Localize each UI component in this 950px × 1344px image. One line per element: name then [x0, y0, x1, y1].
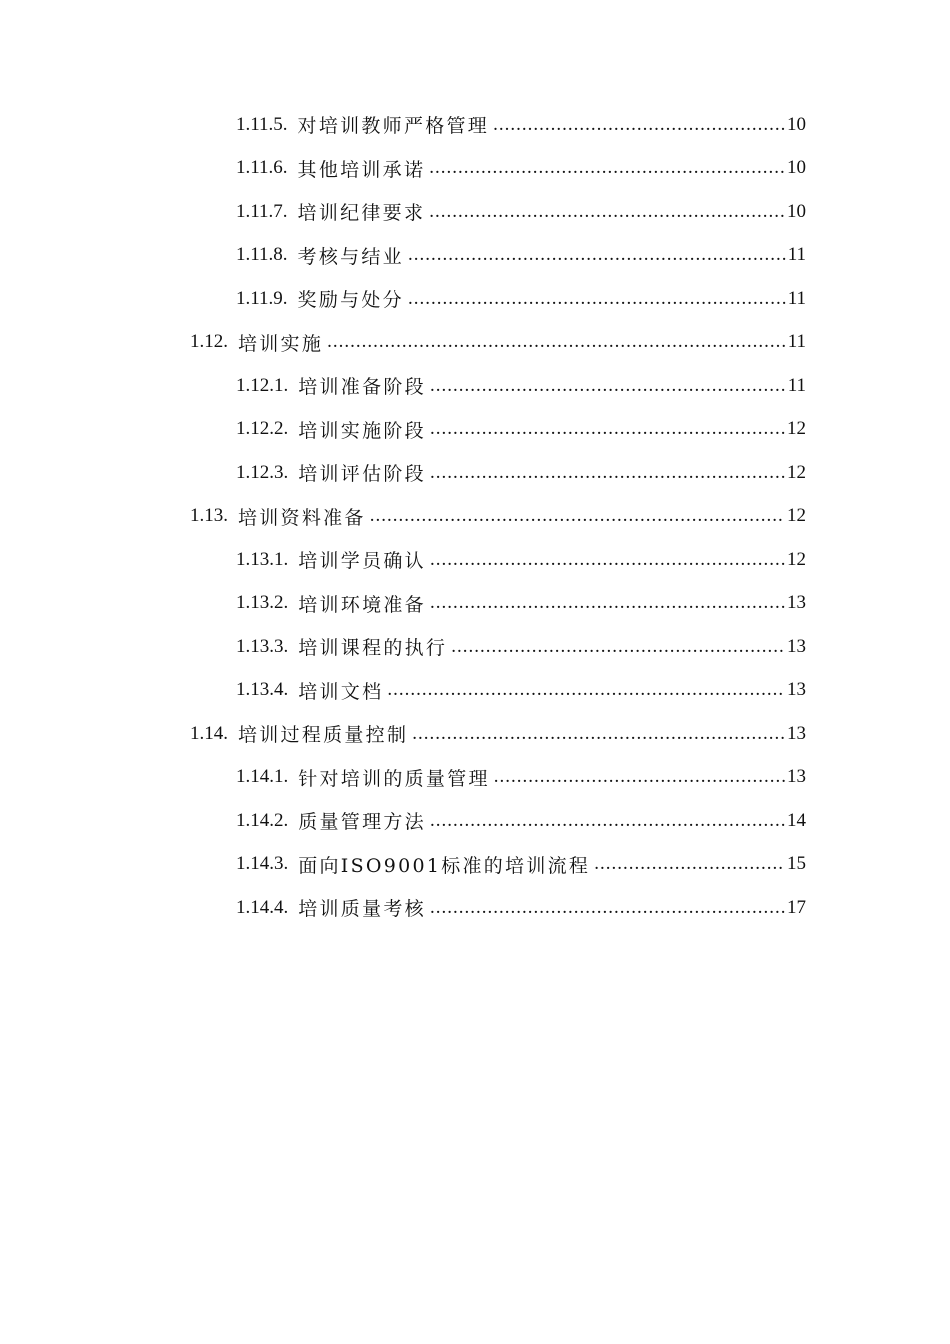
toc-entry-title: 培训实施	[238, 332, 324, 355]
toc-entry-title: 培训准备阶段	[298, 376, 426, 399]
toc-leader-dots	[430, 809, 785, 833]
toc-entry-number: 1.12.1.	[236, 374, 289, 396]
toc-entry-title: 培训环境准备	[298, 593, 426, 616]
toc-entry-title: 对培训教师严格管理	[297, 115, 490, 138]
toc-entry-1-11-9[interactable]	[0, 277, 950, 321]
toc-entry-page: 13	[787, 635, 806, 657]
toc-entry-number: 1.14.3.	[236, 853, 289, 875]
toc-leader-dots	[430, 417, 785, 441]
toc-entry-number: 1.14.1.	[236, 766, 289, 788]
toc-entry-page: 11	[787, 244, 806, 266]
toc-leader-dots	[408, 287, 786, 311]
toc-entry-title: 培训实施阶段	[298, 419, 426, 442]
toc-entry-page: 13	[787, 592, 806, 614]
toc-entry-number: 1.11.6.	[236, 157, 288, 179]
toc-entry-1-14[interactable]	[0, 712, 950, 756]
toc-entry-title: 奖励与处分	[297, 289, 404, 312]
toc-entry-page: 15	[787, 853, 806, 875]
toc-entry-1-11-7[interactable]	[0, 190, 950, 234]
toc-entry-title: 培训过程质量控制	[238, 724, 409, 747]
toc-leader-dots	[430, 896, 785, 920]
toc-entry-title: 培训文档	[298, 680, 384, 703]
toc-leader-dots	[451, 635, 785, 659]
toc-leader-dots	[408, 243, 786, 267]
toc-entry-number: 1.14.2.	[236, 809, 289, 831]
toc-entry-page: 13	[787, 722, 806, 744]
toc-entry-1-13-4[interactable]	[0, 669, 950, 713]
toc-entry-1-14-3[interactable]	[0, 843, 950, 887]
toc-entry-title: 面向ISO9001标准的培训流程	[298, 854, 591, 877]
toc-entry-1-13[interactable]	[0, 495, 950, 539]
toc-leader-dots	[493, 113, 785, 137]
toc-entry-1-14-1[interactable]	[0, 756, 950, 800]
toc-entry-page: 12	[787, 548, 806, 570]
toc-entry-1-14-4[interactable]	[0, 886, 950, 930]
toc-entry-page: 11	[787, 287, 806, 309]
toc-leader-dots	[429, 156, 785, 180]
toc-leader-dots	[430, 374, 786, 398]
toc-entry-1-12[interactable]	[0, 321, 950, 365]
toc-entry-page: 11	[787, 374, 806, 396]
toc-leader-dots	[412, 722, 785, 746]
toc-entry-title: 培训纪律要求	[297, 202, 426, 225]
toc-entry-page: 12	[787, 505, 806, 527]
toc-leader-dots	[370, 504, 785, 528]
toc-entry-number: 1.12.3.	[236, 461, 289, 483]
toc-entry-page: 10	[787, 113, 806, 135]
toc-leader-dots	[430, 548, 785, 572]
toc-entry-number: 1.14.4.	[236, 896, 289, 918]
table-of-contents	[0, 103, 950, 930]
toc-entry-title: 考核与结业	[297, 245, 404, 268]
toc-leader-dots	[494, 765, 785, 789]
toc-leader-dots	[327, 330, 786, 354]
toc-entry-1-13-3[interactable]	[0, 625, 950, 669]
toc-entry-1-11-8[interactable]	[0, 234, 950, 278]
toc-entry-1-14-2[interactable]	[0, 799, 950, 843]
toc-entry-page: 17	[787, 896, 806, 918]
toc-entry-number: 1.13.1.	[236, 548, 289, 570]
toc-leader-dots	[594, 852, 785, 876]
toc-entry-1-12-1[interactable]	[0, 364, 950, 408]
toc-entry-1-12-3[interactable]	[0, 451, 950, 495]
toc-leader-dots	[430, 461, 785, 485]
toc-leader-dots	[387, 678, 785, 702]
toc-leader-dots	[430, 591, 785, 615]
toc-entry-number: 1.13.3.	[236, 635, 289, 657]
toc-entry-title: 培训质量考核	[298, 898, 426, 921]
toc-leader-dots	[429, 200, 785, 224]
toc-entry-page: 11	[787, 331, 806, 353]
toc-entry-number: 1.12.2.	[236, 418, 289, 440]
toc-entry-number: 1.14.	[190, 722, 228, 744]
toc-entry-number: 1.11.8.	[236, 244, 288, 266]
toc-entry-1-13-1[interactable]	[0, 538, 950, 582]
toc-entry-page: 12	[787, 418, 806, 440]
toc-entry-title: 针对培训的质量管理	[298, 767, 490, 790]
toc-entry-number: 1.13.4.	[236, 679, 289, 701]
toc-entry-1-11-6[interactable]	[0, 147, 950, 191]
toc-entry-page: 14	[787, 809, 806, 831]
toc-entry-title: 质量管理方法	[298, 811, 426, 834]
toc-entry-title: 培训资料准备	[238, 506, 366, 529]
toc-entry-page: 10	[787, 157, 806, 179]
toc-entry-1-13-2[interactable]	[0, 582, 950, 626]
toc-entry-number: 1.12.	[190, 331, 228, 353]
toc-entry-1-11-5[interactable]	[0, 103, 950, 147]
toc-entry-title: 培训评估阶段	[298, 463, 426, 486]
toc-entry-number: 1.13.2.	[236, 592, 289, 614]
toc-entry-title: 培训学员确认	[298, 550, 426, 573]
toc-entry-page: 13	[787, 766, 806, 788]
toc-entry-title: 其他培训承诺	[297, 158, 426, 181]
toc-entry-number: 1.11.7.	[236, 200, 288, 222]
toc-entry-number: 1.13.	[190, 505, 228, 527]
toc-entry-number: 1.11.5.	[236, 113, 288, 135]
toc-entry-page: 12	[787, 461, 806, 483]
toc-entry-page: 13	[787, 679, 806, 701]
toc-entry-number: 1.11.9.	[236, 287, 288, 309]
toc-entry-1-12-2[interactable]	[0, 408, 950, 452]
toc-entry-page: 10	[787, 200, 806, 222]
toc-entry-title: 培训课程的执行	[298, 637, 448, 660]
